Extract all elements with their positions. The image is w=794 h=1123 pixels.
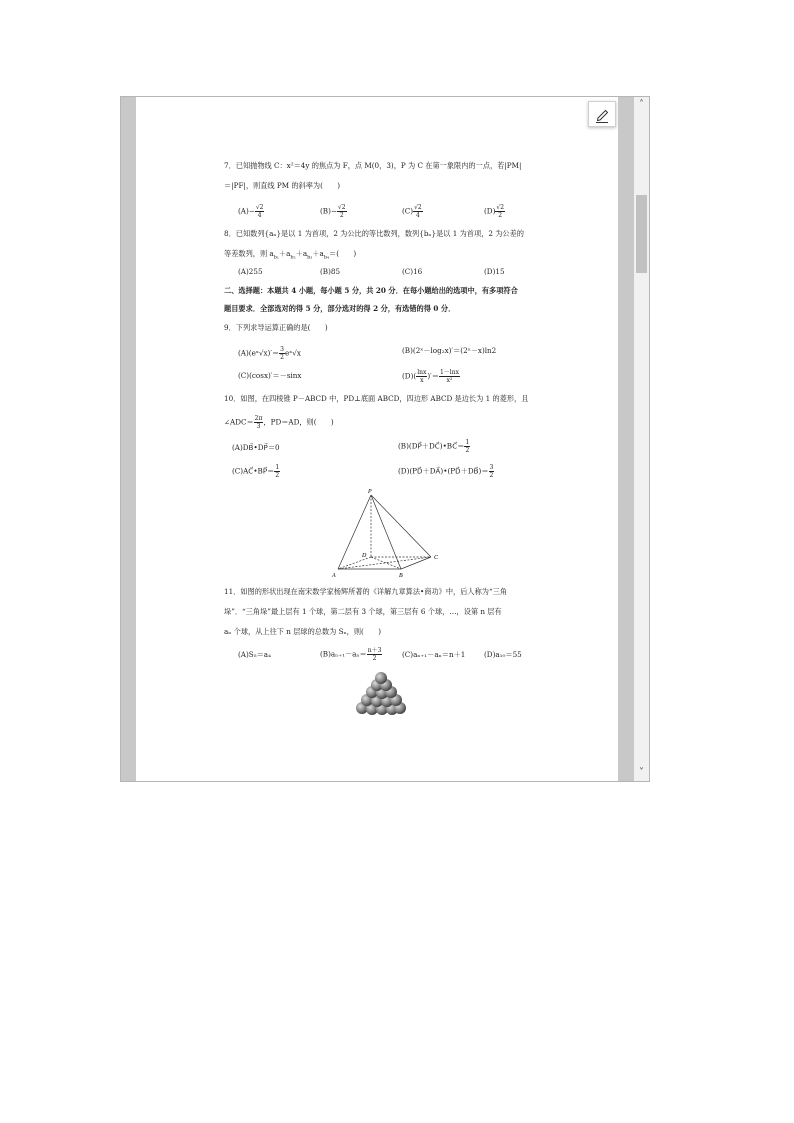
- ball-stack-figure: [354, 671, 408, 717]
- label-p: P: [368, 489, 372, 495]
- q9-option-d: (D)( $\frac{\ln x}{x}$ )′＝ $\frac{1-\ln x}{\text{x²}}$: [402, 369, 459, 384]
- q8-line1: 8．已知数列{aₙ}是以 1 为首项，2 为公比的等比数列，数列{bₙ}是以 1 为首项，2 为公差的: [224, 229, 524, 238]
- q9-option-b: (B)(2ˣ－log₂x)′＝(2ˣ－x)ln2: [402, 346, 497, 355]
- edit-button[interactable]: [588, 101, 616, 127]
- q7-line2: ＝|PF|，则直线 PM 的斜率为( ): [224, 181, 341, 190]
- q11-line2: 垛”．“三角垛”最上层有 1 个球，第二层有 3 个球，第三层有 6 个球，…，设第 n 层有: [224, 607, 502, 616]
- q8-option-c: (C)16: [402, 267, 423, 276]
- q11-option-c: (C)aₙ₊₁－aₙ＝n＋1: [402, 650, 466, 659]
- q10-option-b: (B)(DP⃗＋DC⃗)•BC⃗＝ $\frac{1}{2}$: [398, 439, 470, 454]
- q10-option-a: (A)DB⃗•DP⃗＝0: [232, 443, 280, 452]
- chevron-down-icon[interactable]: ˅: [639, 767, 644, 778]
- q11-option-d: (D)a₁₀＝55: [484, 650, 522, 659]
- q11-line3: aₙ 个球，从上往下 n 层球的总数为 Sₙ，则( ): [224, 627, 381, 636]
- document-page: [136, 97, 618, 781]
- q10-line1: 10．如图，在四棱锥 P－ABCD 中，PD⊥底面 ABCD，四边形 ABCD 是边长为 1 的菱形，且: [224, 394, 529, 403]
- q9-stem: 9．下列求导运算正确的是( ): [224, 323, 328, 332]
- q8-option-b: (B)85: [320, 267, 341, 276]
- q10-option-d: (D)(PD⃗＋DA⃗)•(PD⃗＋DB⃗)＝ $\frac{3}{2}$: [398, 464, 494, 479]
- q7-option-d: (D) $\frac{√2}{2}$: [484, 204, 505, 219]
- pyramid-figure: [326, 487, 456, 583]
- q7-option-c: (C) $\frac{√2}{4}$: [402, 204, 422, 219]
- document-viewer: [120, 96, 650, 782]
- vertical-scrollbar[interactable]: [634, 97, 649, 781]
- q11-option-a: (A)S₅＝a₄: [238, 650, 271, 659]
- q10-line2: ∠ADC＝ $\frac{2\pi}{3}$ ，PD＝AD，则( ): [224, 415, 334, 430]
- pencil-icon: [589, 102, 615, 126]
- q7-option-a: (A)− $\frac{√2}{4}$: [238, 204, 264, 219]
- section2-line1: 二、选择题：本题共 4 小题，每小题 5 分，共 20 分．在每小题给出的选项中，有多项符合: [224, 286, 518, 295]
- q11-option-b: (B)aₙ₊₁－aₙ＝ $\frac{n+3}{2}$: [320, 647, 382, 662]
- section2-line2: 题目要求．全部选对的得 5 分，部分选对的得 2 分，有选错的得 0 分．: [224, 304, 456, 313]
- q9-option-c: (C)(cosx)′＝－sinx: [238, 371, 302, 380]
- label-a: A: [332, 573, 336, 579]
- q8-option-d: (D)15: [484, 267, 505, 276]
- q7-line1: 7．已知抛物线 C：x²＝4y 的焦点为 F，点 M(0，3)，P 为 C 在第一象限内的一点，若|PM|: [224, 161, 522, 170]
- q11-line1: 11．如图的形状出现在南宋数学家杨辉所著的《详解九章算法•商功》中，后人称为“三角: [224, 587, 508, 596]
- q9-option-a: (A)(eˣ√x)′＝ $\frac{3}{2}$ eˣ√x: [238, 346, 301, 361]
- label-c: C: [434, 555, 439, 561]
- q8-line2: 等差数列，则 $a_{b_1}+a_{b_2}+a_{b_3}+a_{b_4}=$( ): [224, 249, 357, 261]
- scrollbar-thumb[interactable]: [636, 195, 647, 273]
- label-d: D: [362, 553, 367, 559]
- q10-option-c: (C)AC⃗•BP⃗＝ $\frac{1}{2}$: [232, 464, 280, 479]
- q8-option-a: (A)255: [238, 267, 263, 276]
- label-b: B: [399, 573, 403, 579]
- chevron-up-icon[interactable]: ˄: [639, 99, 644, 110]
- q7-option-b: (B)− $\frac{√2}{2}$: [320, 204, 346, 219]
